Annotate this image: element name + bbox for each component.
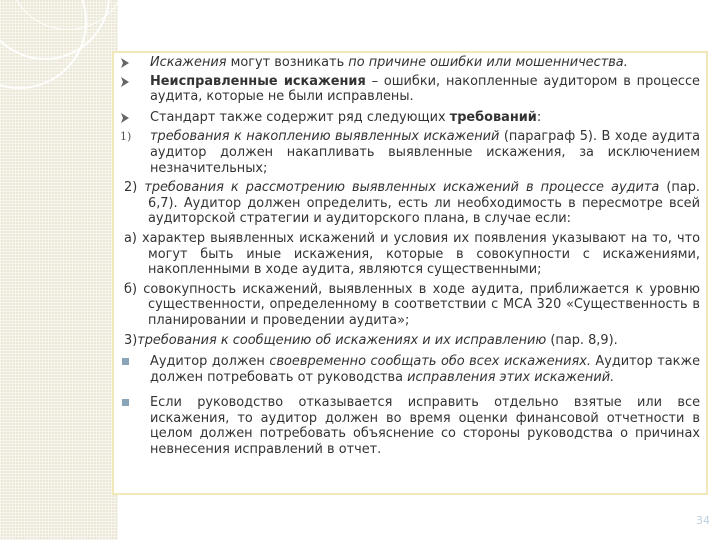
text-run: требования к накоплению выявленных искажений xyxy=(150,129,500,145)
text-run: (параграф 5). В ходе аудита аудитор должен накапливать выявленные искажения, за исключением незначительных; xyxy=(150,129,700,176)
text-run: (пар. 8,9). xyxy=(546,332,618,348)
list-item xyxy=(120,110,700,126)
list-item xyxy=(120,180,700,227)
list-item xyxy=(120,333,700,349)
text-run: Стандарт также содержит ряд следующих xyxy=(150,109,450,125)
list-item xyxy=(120,395,700,457)
text-run: Неисправленные искажения xyxy=(150,73,366,89)
text-run: б) совокупность искажений, выявленных в ходе аудита, приближается к уровню существенности, определенному в соответствии с МСА 320 «Существенность в планировании и проведении аудита»; xyxy=(124,281,700,328)
text-run: требования к сообщению об искажениях и их исправлению xyxy=(137,332,547,348)
text-run: могут возникать xyxy=(226,55,349,70)
list-item xyxy=(120,231,700,278)
slide-body xyxy=(120,55,700,458)
text-run: 2) xyxy=(124,180,145,196)
list-item xyxy=(120,129,700,176)
arrow-bullet-icon xyxy=(120,110,146,123)
text-run: своевременно сообщать обо всех искажениях. xyxy=(269,354,591,370)
text-run: : xyxy=(536,109,542,125)
square-bullet-icon xyxy=(120,354,146,365)
text-run: по причине ошибки или мошенничества. xyxy=(348,55,628,70)
list-item xyxy=(120,74,700,105)
text-run: – ошибки, накопленные аудитором в процессе аудита, которые не были исправлены. xyxy=(150,73,700,105)
decorative-side-pattern xyxy=(0,0,118,540)
list-item xyxy=(120,282,700,329)
text-run: требования к рассмотрению выявленных искажений в процессе аудита xyxy=(144,180,660,196)
list-number: 1) xyxy=(120,130,132,144)
text-run: Аудитор должен xyxy=(150,354,270,370)
text-run: 3) xyxy=(124,332,138,348)
text-run: Искажения xyxy=(150,55,227,70)
text-run: Аудитор также должен потребовать от руководства xyxy=(150,354,700,385)
text-run: исправления этих искажений. xyxy=(407,369,615,385)
page-number: 34 xyxy=(696,514,710,527)
text-run: требований xyxy=(449,109,537,125)
text-run: а) характер выявленных искажений и условия их появления указывают на то, что могут быть иные искажения, которые в совокупности с искажениями, накопленными в ходе аудита, являются существенными; xyxy=(124,230,700,278)
text-run: (пар. 6,7). Аудитор должен определить, есть ли необходимость в пересмотре всей аудиторской стратегии и аудиторского плана, в случае если: xyxy=(148,180,700,227)
square-bullet-icon xyxy=(120,395,146,406)
list-item xyxy=(120,55,700,71)
arrow-bullet-icon xyxy=(120,74,146,87)
text-run: Если руководство отказывается исправить отдельно взятые или все искажения, то аудитор должен во время оценки финансовой отчетности в целом должен потребовать объяснение со стороны руководства о причинах невнесения исправлений в отчет. xyxy=(150,395,700,458)
arrow-bullet-icon xyxy=(120,55,146,68)
list-item xyxy=(120,354,700,385)
